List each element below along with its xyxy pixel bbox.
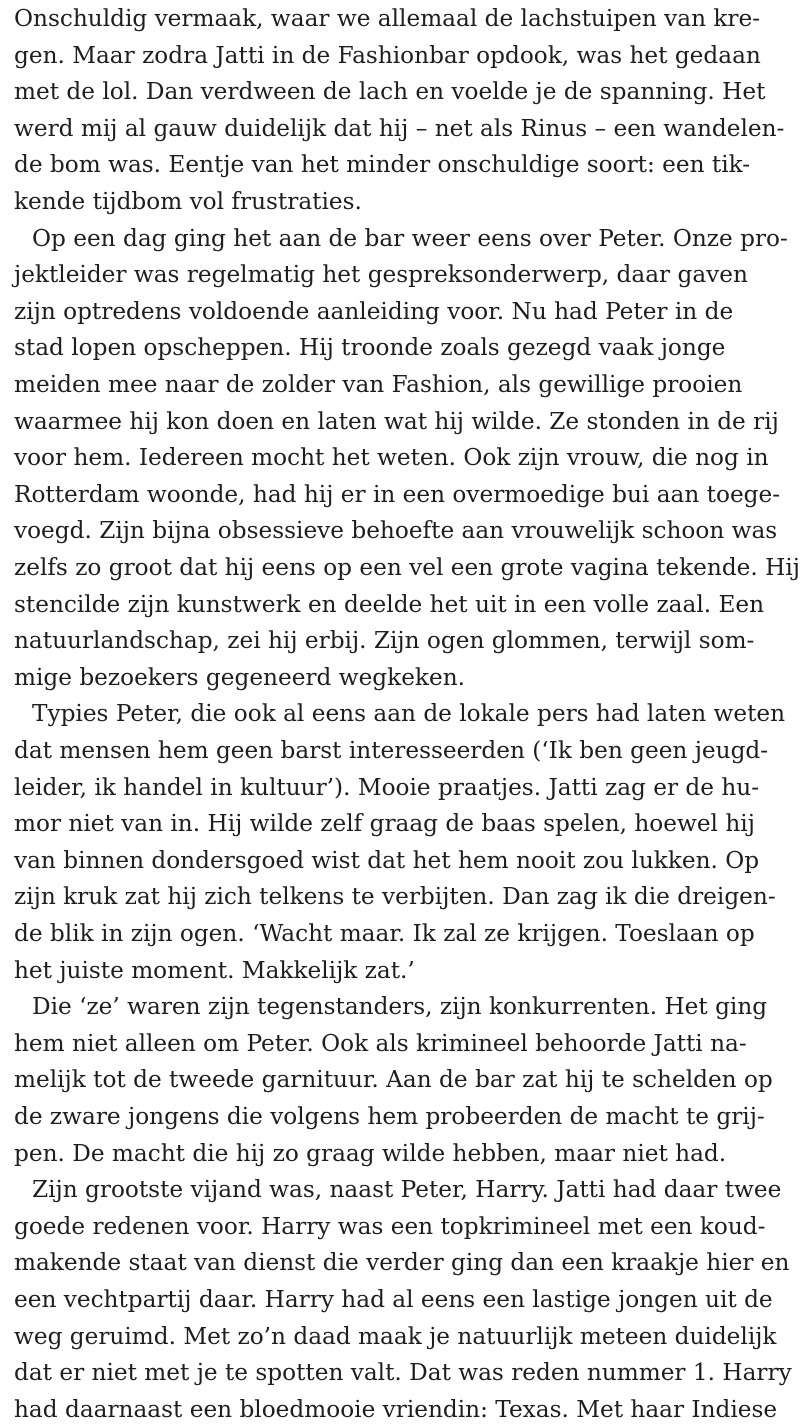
text-line: stencilde zijn kunstwerk en deelde het uit in een volle zaal. Een: [14, 590, 765, 618]
text-line: dat er niet met je te spotten valt. Dat was reden nummer 1. Harry: [14, 1359, 792, 1387]
text-line: kende tijdbom vol frustraties.: [14, 188, 362, 215]
text-line: de blik in zijn ogen. ‘Wacht maar. Ik zal ze krijgen. Toeslaan op: [14, 920, 755, 947]
text-line: een vechtpartij daar. Harry had al eens een lastige jongen uit de: [14, 1286, 773, 1313]
text-line: jektleider was regelmatig het gespreksonderwerp, daar gaven: [14, 261, 748, 289]
text-line: goede redenen voor. Harry was een topkrimineel met een koud-: [14, 1212, 766, 1240]
text-line: waarmee hij kon doen en laten wat hij wilde. Ze stonden in de rij: [14, 407, 779, 435]
text-line: Die ‘ze’ waren zijn tegenstanders, zijn konkurrenten. Het ging: [32, 993, 768, 1021]
text-line: werd mij al gauw duidelijk dat hij – net als Rinus – een wandelen-: [14, 114, 785, 142]
text-line: weg geruimd. Met zo’n daad maak je natuurlijk meteen duidelijk: [14, 1322, 777, 1350]
text-line: de bom was. Eentje van het minder onschuldige soort: een tik-: [14, 151, 751, 179]
text-line: dat mensen hem geen barst interesseerden (‘Ik ben geen jeugd-: [14, 737, 769, 764]
text-line: voor hem. Iedereen mocht het weten. Ook zijn vrouw, die nog in: [14, 444, 769, 472]
text-line: leider, ik handel in kultuur’). Mooie praatjes. Jatti zag er de hu-: [14, 773, 760, 801]
text-line: zijn optredens voldoende aanleiding voor. Nu had Peter in de: [14, 297, 734, 325]
text-line: mige bezoekers gegeneerd wegkeken.: [14, 663, 466, 691]
text-line: de zware jongens die volgens hem probeerden de macht te grij-: [14, 1103, 765, 1130]
text-line: had daarnaast een bloedmooie vriendin: Texas. Met haar Indiese: [14, 1395, 778, 1423]
text-line: van binnen dondersgoed wist dat het hem nooit zou lukken. Op: [14, 846, 760, 874]
text-line: Zijn grootste vijand was, naast Peter, Harry. Jatti had daar twee: [32, 1176, 782, 1204]
text-line: voegd. Zijn bijna obsessieve behoefte aan vrouwelijk schoon was: [14, 517, 778, 545]
text-line: met de lol. Dan verdween de lach en voelde je de spanning. Het: [14, 78, 766, 106]
text-line: het juiste moment. Makkelijk zat.’: [14, 956, 415, 984]
text-line: zijn kruk zat hij zich telkens te verbijten. Dan zag ik die dreigen-: [14, 883, 776, 911]
text-line: Rotterdam woonde, had hij er in een overmoedige bui aan toege-: [14, 480, 781, 508]
text-line: stad lopen opscheppen. Hij troonde zoals gezegd vaak jonge: [14, 334, 726, 362]
text-line: Op een dag ging het aan de bar weer eens over Peter. Onze pro-: [32, 224, 788, 252]
text-line: natuurlandschap, zei hij erbij. Zijn ogen glommen, terwijl som-: [14, 627, 755, 655]
text-line: pen. De macht die hij zo graag wilde hebben, maar niet had.: [14, 1139, 727, 1167]
text-line: gen. Maar zodra Jatti in de Fashionbar opdook, was het gedaan: [14, 41, 761, 69]
text-line: makende staat van dienst die verder ging dan een kraakje hier en: [14, 1249, 790, 1277]
text-line: meiden mee naar de zolder van Fashion, als gewillige prooien: [14, 371, 743, 398]
text-line: hem niet alleen om Peter. Ook als krimineel behoorde Jatti na-: [14, 1029, 747, 1057]
text-line: melijk tot de tweede garnituur. Aan de bar zat hij te schelden op: [14, 1066, 773, 1094]
text-line: zelfs zo groot dat hij eens op een vel een grote vagina tekende. Hij: [14, 554, 800, 581]
text-line: Typies Peter, die ook al eens aan de lokale pers had laten weten: [32, 700, 786, 728]
text-line: mor niet van in. Hij wilde zelf graag de baas spelen, hoewel hij: [14, 810, 755, 838]
text-line: Onschuldig vermaak, waar we allemaal de lachstuipen van kre-: [14, 5, 761, 32]
